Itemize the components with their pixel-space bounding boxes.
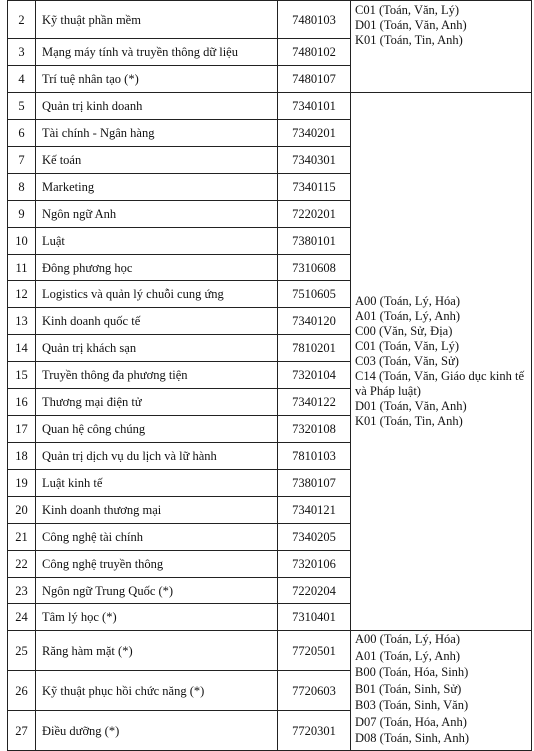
row-number: 20 — [8, 497, 36, 524]
major-code: 7310401 — [278, 604, 351, 631]
subject-combinations — [351, 1, 532, 93]
major-name: Răng hàm mặt (*) — [36, 631, 278, 671]
row-number: 13 — [8, 308, 36, 335]
major-code: 7320106 — [278, 551, 351, 578]
table-row — [8, 1, 532, 39]
combination-item: C01 (Toán, Văn, Lý) — [355, 339, 460, 353]
major-code: 7340205 — [278, 524, 351, 551]
major-name: Kỹ thuật phục hồi chức năng (*) — [36, 671, 278, 711]
major-code: 7340120 — [278, 308, 351, 335]
major-name: Kế toán — [36, 147, 278, 174]
major-name: Quản trị khách sạn — [36, 335, 278, 362]
combination-item: C03 (Toán, Văn, Sử) — [355, 354, 459, 368]
table-row — [8, 93, 532, 120]
major-name: Quan hệ công chúng — [36, 416, 278, 443]
row-number: 11 — [8, 255, 36, 281]
major-name: Đông phương học — [36, 255, 278, 281]
combination-item: B00 (Toán, Hóa, Sinh) — [355, 665, 469, 679]
major-code: 7380107 — [278, 470, 351, 497]
combination-item: D08 (Toán, Sinh, Anh) — [355, 731, 470, 745]
major-code: 7480102 — [278, 39, 351, 66]
row-number: 18 — [8, 443, 36, 470]
major-name: Marketing — [36, 174, 278, 201]
major-code: 7220204 — [278, 578, 351, 604]
major-code: 7480103 — [278, 1, 351, 39]
major-name: Logistics và quản lý chuỗi cung ứng — [36, 281, 278, 308]
combination-item: C14 (Toán, Văn, Giáo dục kinh tế và Pháp luật) — [355, 369, 525, 398]
major-name: Truyền thông đa phương tiện — [36, 362, 278, 389]
major-code: 7380101 — [278, 228, 351, 255]
row-number: 22 — [8, 551, 36, 578]
major-name: Điều dưỡng (*) — [36, 711, 278, 751]
major-code: 7720501 — [278, 631, 351, 671]
major-code: 7510605 — [278, 281, 351, 308]
combination-item: K01 (Toán, Tin, Anh) — [355, 33, 463, 47]
major-name: Luật — [36, 228, 278, 255]
combination-item: B03 (Toán, Sinh, Văn) — [355, 698, 469, 712]
major-code: 7480107 — [278, 66, 351, 93]
row-number: 27 — [8, 711, 36, 751]
combination-item: K01 (Toán, Tin, Anh) — [355, 414, 463, 428]
major-name: Ngôn ngữ Trung Quốc (*) — [36, 578, 278, 604]
combination-item: A00 (Toán, Lý, Hóa) — [355, 632, 460, 646]
combination-item: C00 (Văn, Sử, Địa) — [355, 324, 453, 338]
table-body — [8, 1, 532, 751]
major-code: 7810201 — [278, 335, 351, 362]
row-number: 9 — [8, 201, 36, 228]
major-name: Tài chính - Ngân hàng — [36, 120, 278, 147]
major-name: Mạng máy tính và truyền thông dữ liệu — [36, 39, 278, 66]
major-code: 7720301 — [278, 711, 351, 751]
table-row — [8, 631, 532, 671]
major-code: 7320108 — [278, 416, 351, 443]
major-code: 7340122 — [278, 389, 351, 416]
combination-item: D01 (Toán, Văn, Anh) — [355, 399, 467, 413]
major-code: 7340115 — [278, 174, 351, 201]
combination-item: D01 (Toán, Văn, Anh) — [355, 18, 467, 32]
row-number: 4 — [8, 66, 36, 93]
major-name: Tâm lý học (*) — [36, 604, 278, 631]
subject-combinations — [351, 631, 532, 751]
row-number: 8 — [8, 174, 36, 201]
major-code: 7220201 — [278, 201, 351, 228]
row-number: 21 — [8, 524, 36, 551]
major-name: Quản trị dịch vụ du lịch và lữ hành — [36, 443, 278, 470]
row-number: 17 — [8, 416, 36, 443]
major-code: 7340101 — [278, 93, 351, 120]
major-name: Kinh doanh quốc tế — [36, 308, 278, 335]
combination-item: A00 (Toán, Lý, Hóa) — [355, 294, 460, 308]
row-number: 2 — [8, 1, 36, 39]
major-code: 7340121 — [278, 497, 351, 524]
row-number: 6 — [8, 120, 36, 147]
row-number: 5 — [8, 93, 36, 120]
combination-item: D07 (Toán, Hóa, Anh) — [355, 714, 467, 729]
row-number: 25 — [8, 631, 36, 671]
row-number: 19 — [8, 470, 36, 497]
major-code: 7340301 — [278, 147, 351, 174]
row-number: 24 — [8, 604, 36, 631]
row-number: 16 — [8, 389, 36, 416]
row-number: 23 — [8, 578, 36, 604]
row-number: 12 — [8, 281, 36, 308]
major-code: 7320104 — [278, 362, 351, 389]
combination-item: A01 (Toán, Lý, Anh) — [355, 648, 461, 663]
major-code: 7720603 — [278, 671, 351, 711]
major-name: Quản trị kinh doanh — [36, 93, 278, 120]
row-number: 7 — [8, 147, 36, 174]
major-name: Kỹ thuật phần mềm — [36, 1, 278, 39]
major-name: Luật kinh tế — [36, 470, 278, 497]
row-number: 3 — [8, 39, 36, 66]
major-name: Công nghệ truyền thông — [36, 551, 278, 578]
major-code: 7340201 — [278, 120, 351, 147]
major-code: 7310608 — [278, 255, 351, 281]
row-number: 26 — [8, 671, 36, 711]
major-name: Thương mại điện tử — [36, 389, 278, 416]
combination-item: C01 (Toán, Văn, Lý) — [355, 3, 460, 17]
combination-item: A01 (Toán, Lý, Anh) — [355, 309, 461, 323]
major-name: Ngôn ngữ Anh — [36, 201, 278, 228]
row-number: 14 — [8, 335, 36, 362]
row-number: 10 — [8, 228, 36, 255]
row-number: 15 — [8, 362, 36, 389]
major-name: Kinh doanh thương mại — [36, 497, 278, 524]
major-name: Trí tuệ nhân tạo (*) — [36, 66, 278, 93]
major-name: Công nghệ tài chính — [36, 524, 278, 551]
major-code: 7810103 — [278, 443, 351, 470]
subject-combinations — [351, 93, 532, 631]
combination-item: B01 (Toán, Sinh, Sử) — [355, 681, 462, 696]
admission-table — [7, 0, 532, 751]
